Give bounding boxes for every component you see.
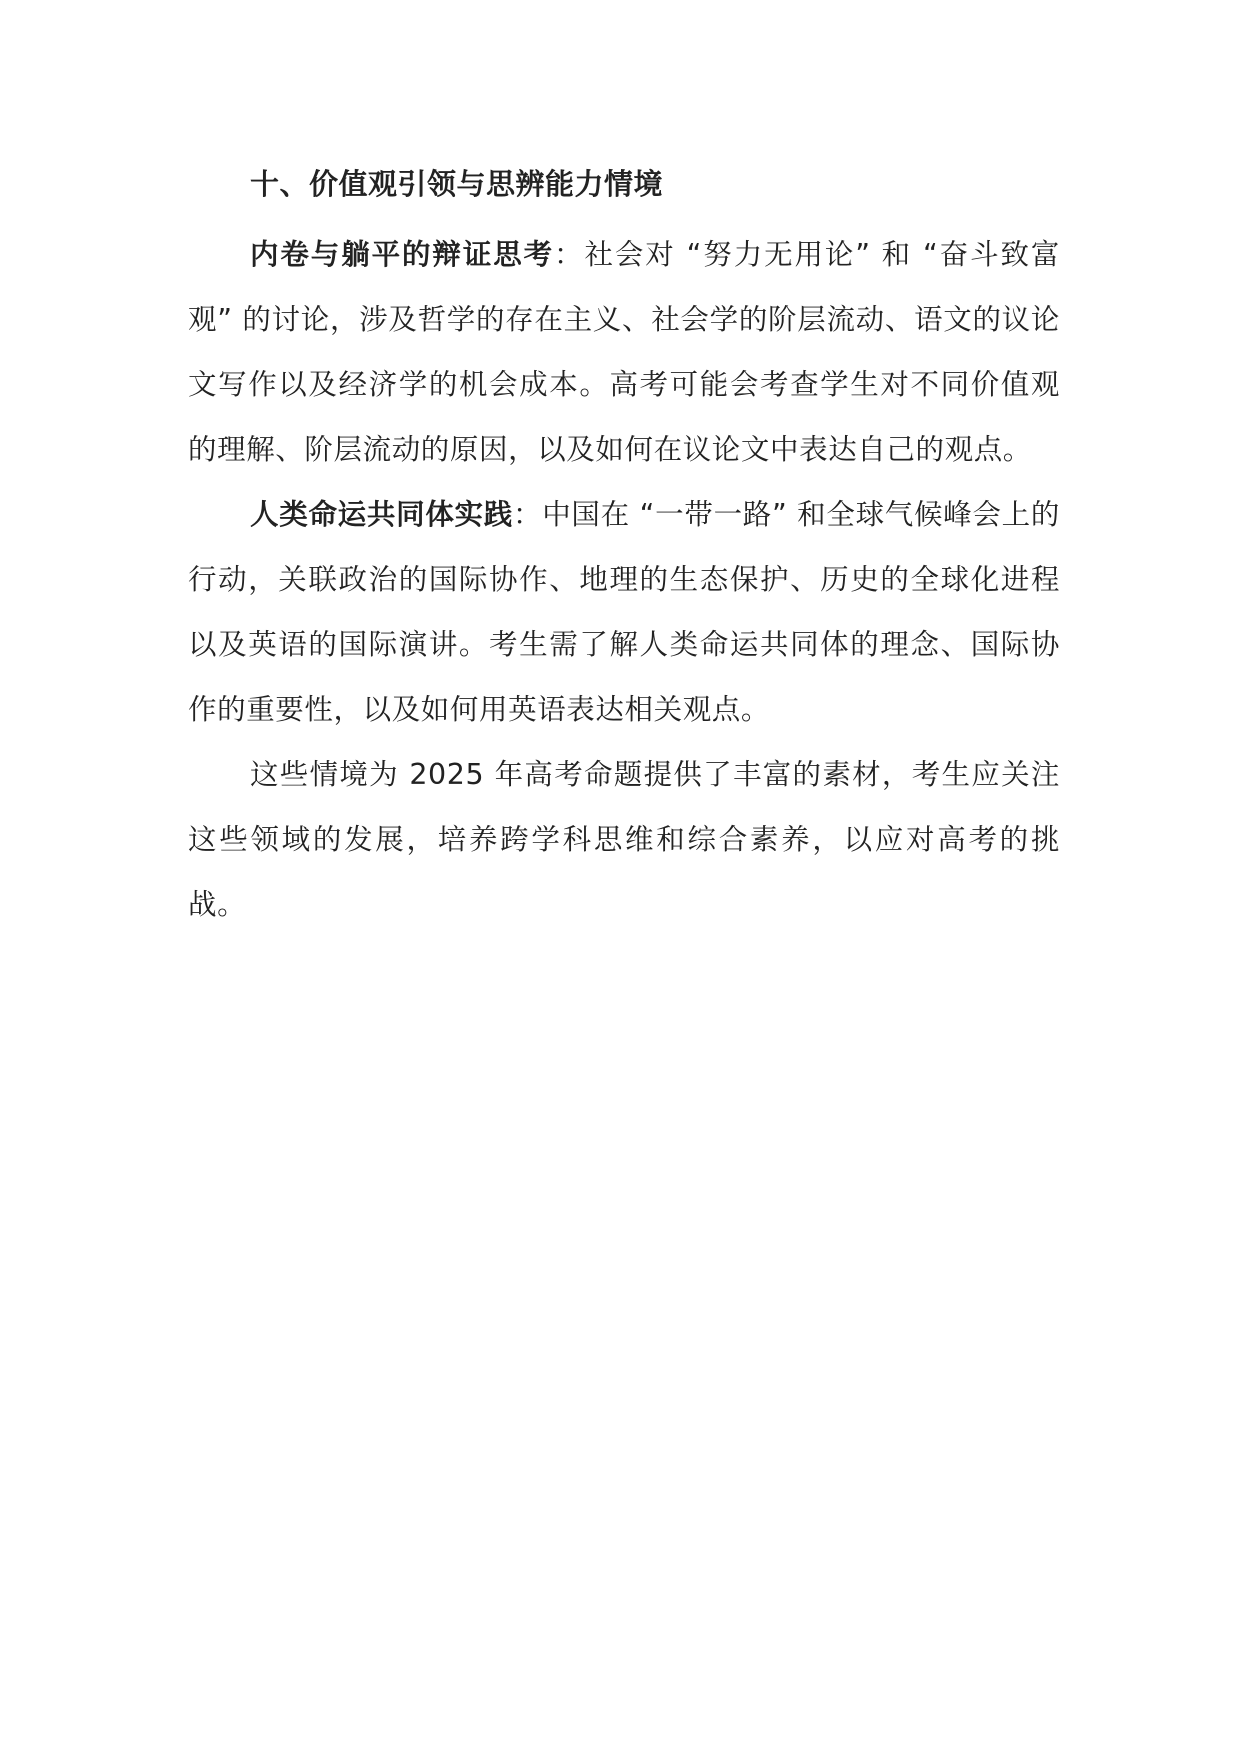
paragraph-lead: 内卷与躺平的辩证思考 [250, 238, 555, 271]
paragraph-body: ：中国在 “一带一路” 和全球气候峰会上的行动，关联政治的国际协作、地理的生态保护、历史的全球化进程以及英语的国际演讲。考生需了解人类命运共同体的理念、国际协作的重要性，以及如何用英语表达相关观点。 [188, 498, 1061, 726]
paragraph-involution [188, 222, 1060, 482]
paragraph-conclusion: 这些情境为 2025 年高考命题提供了丰富的素材，考生应关注这些领域的发展，培养跨学科思维和综合素养，以应对高考的挑战。 [188, 758, 1060, 921]
paragraph-lead: 人类命运共同体实践 [250, 498, 513, 531]
section-heading: 十、价值观引领与思辨能力情境 [250, 167, 664, 201]
document-page [188, 156, 1060, 937]
paragraph-body: ：社会对 “努力无用论” 和 “奋斗致富观” 的讨论，涉及哲学的存在主义、社会学的阶层流动、语文的议论文写作以及经济学的机会成本。高考可能会考查学生对不同价值观的理解、阶层流动的原因，以及如何在议论文中表达自己的观点。 [188, 238, 1060, 466]
paragraph-community [188, 482, 1060, 742]
